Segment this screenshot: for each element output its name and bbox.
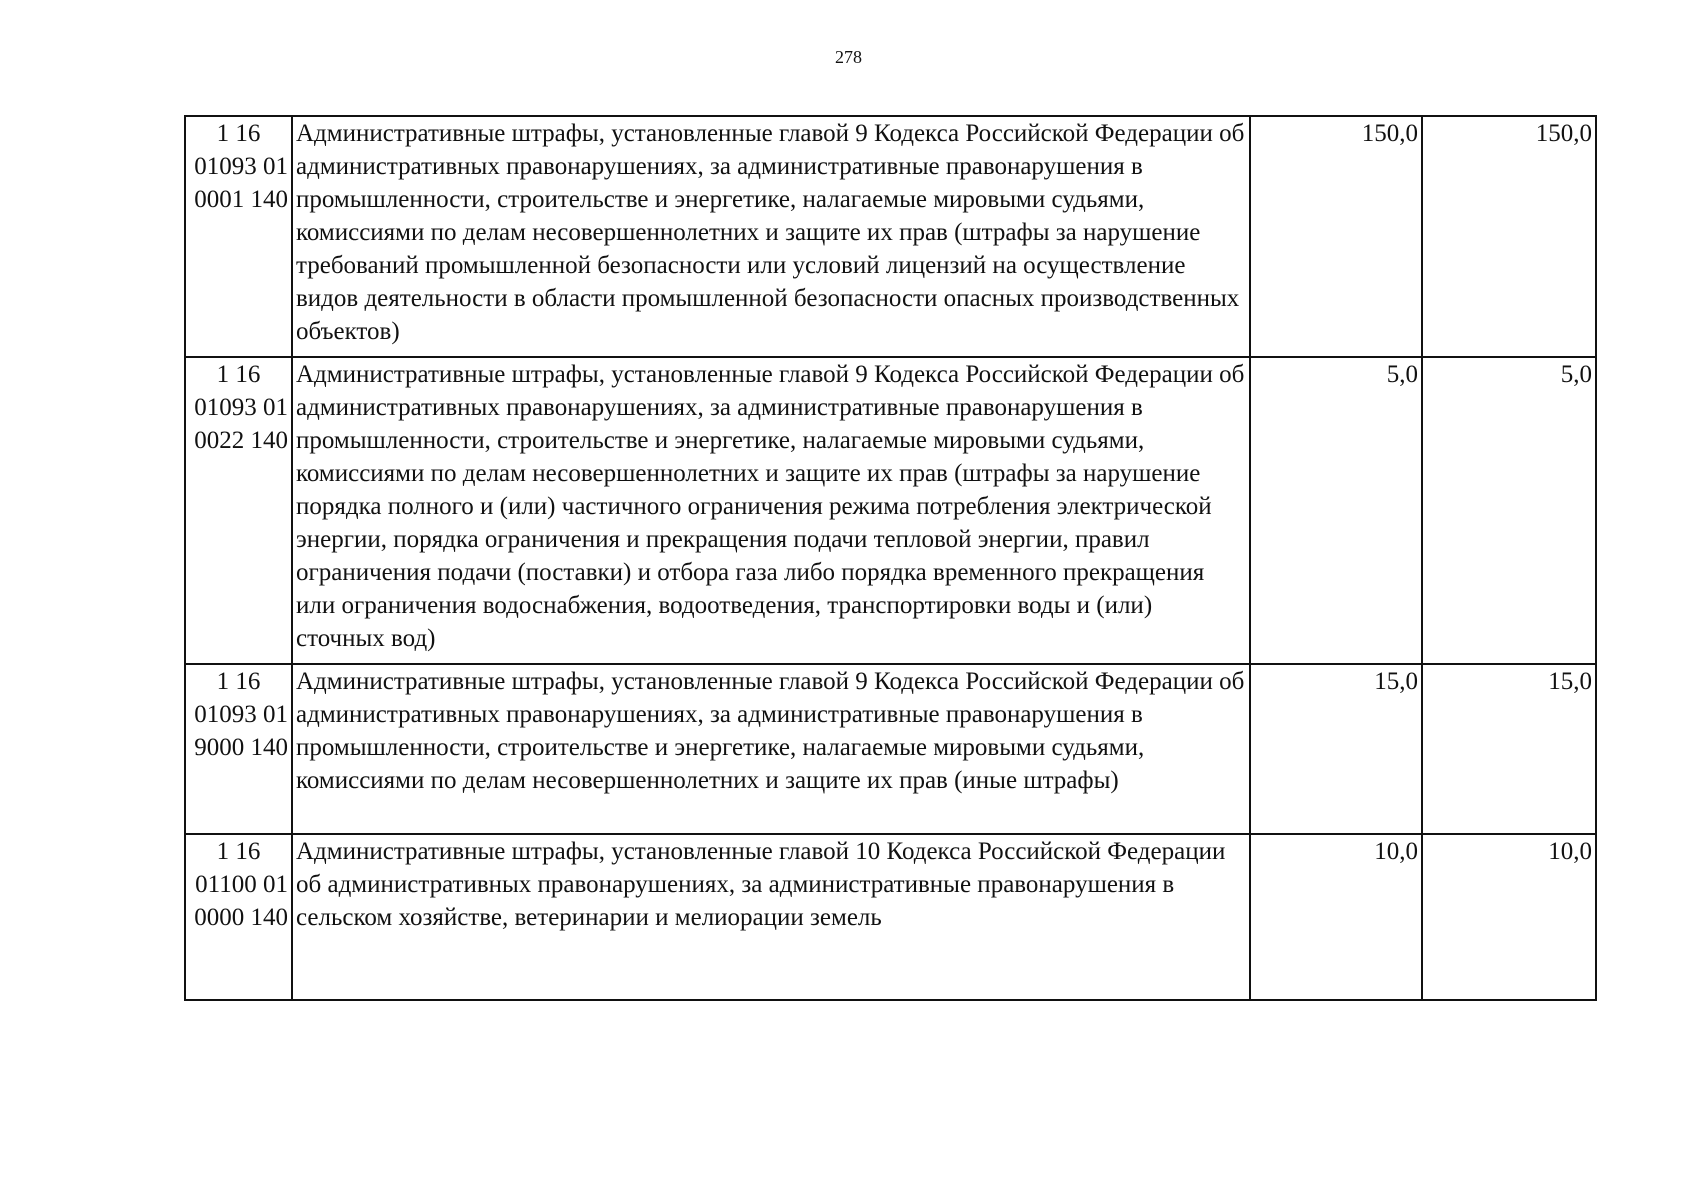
amount-cell-1: 150,0 <box>1250 116 1422 357</box>
code-line: 1 16 <box>216 668 261 695</box>
table-row <box>185 357 1596 664</box>
code-line: 1 16 <box>216 120 261 147</box>
budget-table <box>184 115 1597 1001</box>
budget-code-cell <box>185 116 292 357</box>
table-row <box>185 834 1596 1000</box>
budget-code-cell <box>185 664 292 834</box>
amount-cell-2: 5,0 <box>1422 357 1596 664</box>
amount-cell-1: 10,0 <box>1250 834 1422 1000</box>
code-line: 9000 140 <box>194 734 288 761</box>
budget-code-cell <box>185 357 292 664</box>
amount-cell-1: 5,0 <box>1250 357 1422 664</box>
code-line: 01100 01 <box>195 871 288 898</box>
amount-cell-1: 15,0 <box>1250 664 1422 834</box>
code-line: 0022 140 <box>194 427 288 454</box>
code-line: 1 16 <box>216 361 261 388</box>
code-line: 01093 01 <box>194 394 288 421</box>
amount-cell-2: 15,0 <box>1422 664 1596 834</box>
description-cell: Административные штрафы, установленные главой 9 Кодекса Российской Федерации об административных правонарушениях, за административные правонарушения в промышленности, строительстве и энергетике, налагаемые мировыми судьями, комиссиями по делам несовершеннолетних и защите их прав (штрафы за нарушение порядка полного и (или) частичного ограничения режима потребления электрической энергии, порядка ограничения и прекращения подачи тепловой энергии, правил ограничения подачи (поставки) и отбора газа либо порядка временного прекращения или ограничения водоснабжения, водоотведения, транспортировки воды и (или) сточных вод) <box>292 357 1250 664</box>
code-line: 0000 140 <box>194 904 288 931</box>
page-number: 278 <box>835 47 862 67</box>
table-row <box>185 116 1596 357</box>
description-cell: Административные штрафы, установленные главой 9 Кодекса Российской Федерации об административных правонарушениях, за административные правонарушения в промышленности, строительстве и энергетике, налагаемые мировыми судьями, комиссиями по делам несовершеннолетних и защите их прав (иные штрафы) <box>292 664 1250 834</box>
amount-cell-2: 150,0 <box>1422 116 1596 357</box>
description-cell: Административные штрафы, установленные главой 10 Кодекса Российской Федерации об административных правонарушениях, за административные правонарушения в сельском хозяйстве, ветеринарии и мелиорации земель <box>292 834 1250 1000</box>
table-row <box>185 664 1596 834</box>
description-cell: Административные штрафы, установленные главой 9 Кодекса Российской Федерации об административных правонарушениях, за административные правонарушения в промышленности, строительстве и энергетике, налагаемые мировыми судьями, комиссиями по делам несовершеннолетних и защите их прав (штрафы за нарушение требований промышленной безопасности или условий лицензий на осуществление видов деятельности в области промышленной безопасности опасных производственных объектов) <box>292 116 1250 357</box>
budget-code-cell <box>185 834 292 1000</box>
amount-cell-2: 10,0 <box>1422 834 1596 1000</box>
code-line: 0001 140 <box>194 186 288 213</box>
code-line: 01093 01 <box>194 153 288 180</box>
code-line: 1 16 <box>216 838 261 865</box>
code-line: 01093 01 <box>194 701 288 728</box>
